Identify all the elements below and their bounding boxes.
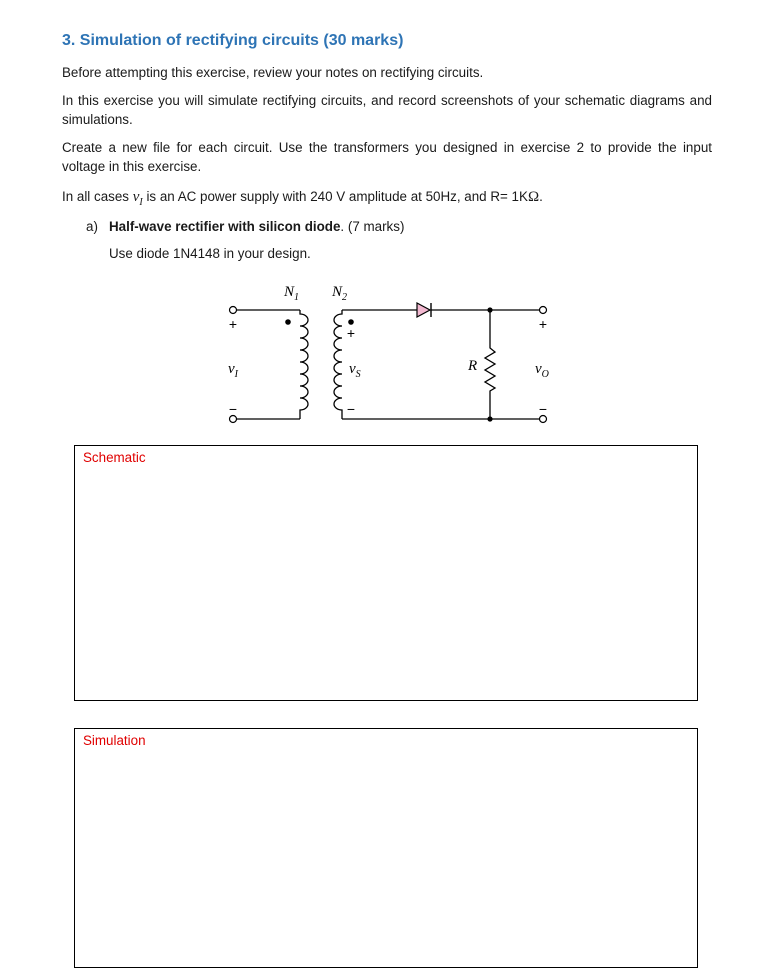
simulation-label: Simulation xyxy=(83,733,146,748)
input-top-terminal xyxy=(230,307,237,314)
conditions-prefix: In all cases xyxy=(62,189,133,204)
vo-plus: + xyxy=(538,316,548,332)
instructions-paragraph: In this exercise you will simulate rectifying circuits, and record screenshots of your schematic diagrams and simulations. xyxy=(62,93,712,127)
schematic-answer-box[interactable] xyxy=(74,445,698,701)
vi-label: $v_I$ xyxy=(228,361,239,380)
vo-label: $v_O$ xyxy=(535,361,549,380)
n1-label: $N_1$ xyxy=(284,284,300,303)
vi-minus: − xyxy=(228,401,238,417)
primary-dot xyxy=(285,319,291,325)
vi-plus: + xyxy=(228,316,238,332)
vs-minus: − xyxy=(346,401,356,417)
simulation-answer-box[interactable] xyxy=(74,728,698,968)
diode-instruction: Use diode 1N4148 in your design. xyxy=(109,246,311,261)
secondary-dot xyxy=(348,319,354,325)
conditions-paragraph xyxy=(62,187,712,212)
diode-symbol xyxy=(417,303,430,317)
primary-winding xyxy=(300,310,308,419)
vi-symbol: $v_I$ xyxy=(132,189,143,208)
section-heading: 3. Simulation of rectifying circuits (30 marks) xyxy=(62,32,404,49)
part-a-marker: a) xyxy=(86,219,98,234)
half-wave-rectifier-circuit-diagram xyxy=(210,276,570,431)
conditions-end: . xyxy=(539,189,543,204)
resistor-symbol xyxy=(485,310,495,419)
vs-label: $v_S$ xyxy=(349,361,361,380)
part-a-marks: . (7 marks) xyxy=(340,219,405,234)
file-instructions-paragraph: Create a new file for each circuit. Use the transformers you designed in exercise 2 to provide the input voltage in this exercise. xyxy=(62,140,712,174)
part-a-title: Half-wave rectifier with silicon diode xyxy=(109,219,341,234)
vs-plus: + xyxy=(346,325,356,341)
secondary-winding xyxy=(334,310,342,419)
vo-minus: − xyxy=(538,401,548,417)
output-top-terminal xyxy=(540,307,547,314)
n2-label: $N_2$ xyxy=(332,284,348,303)
r-label: R xyxy=(468,358,478,374)
schematic-label: Schematic xyxy=(83,450,146,465)
part-a-heading xyxy=(86,219,404,234)
intro-paragraph: Before attempting this exercise, review your notes on rectifying circuits. xyxy=(62,65,484,80)
omega-symbol: Ω xyxy=(527,189,540,205)
conditions-suffix: is an AC power supply with 240 V amplitude at 50Hz, and R= 1K xyxy=(142,189,528,204)
